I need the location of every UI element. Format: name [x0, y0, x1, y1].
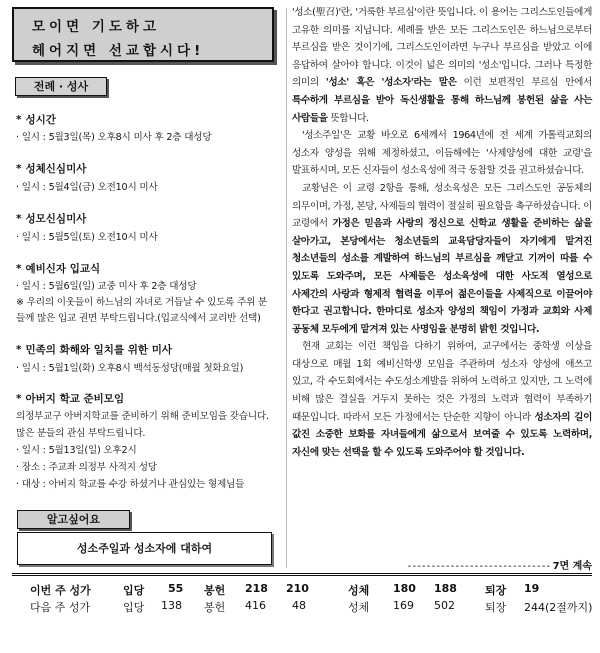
hymn-value-communion-2: 188	[434, 582, 457, 595]
header-banner	[12, 7, 274, 62]
hymn-value-entrance: 55	[168, 582, 184, 595]
event-detail: 의정부교구 아버지학교를 준비하기 위해 준비모임을 갖습니다.	[16, 411, 269, 422]
event-title-text: 아버지 학교 준비모임	[25, 393, 125, 405]
banner-line-1: 모이면 기도하고	[32, 19, 160, 35]
event-title-text: 예비신자 입교식	[25, 263, 101, 275]
event-title-text: 성시간	[25, 114, 56, 126]
article-emphasis: 성소자의 길이 값진 소중한 보화를 자녀들에게 삶으로서 보여줄 수 있도록 노력하며, 자신에 맞는 선택을 할 수 있도록 도와주어야 할 것입니다.	[292, 411, 592, 458]
event-title-text: 성모신심미사	[25, 213, 87, 225]
article-text: 교황님은 이 교령 2항을 통해, 성소육성은 모든 그리스도인 공동체의 의무이며, 가정, 본당, 사제들의 협력이 절실히 필요함을 촉구하셨습니다. 이 교령에서	[292, 182, 592, 230]
dash-line: - - - - - - - - - - - - - - - - - - - - - - - - - - - - - -	[407, 561, 550, 572]
event-detail: 많은 분들의 관심 부탁드립니다.	[16, 428, 146, 439]
banner-line-2: 헤어지면 선교합시다!	[32, 43, 205, 59]
event-detail: · 일시 : 5월1일(화) 오후8시 백석동성당(매월 첫화요일)	[16, 363, 244, 374]
hymn-value-offertory-1: 218	[245, 582, 268, 595]
event-detail: · 일시 : 5월13일(일) 오후2시	[16, 445, 137, 456]
event-detail: · 장소 : 주교좌 의정부 사적지 성당	[16, 462, 157, 473]
section-header-liturgy: 전례 · 성사	[15, 77, 107, 96]
article-emphasis: 가정은 믿음과 사랑의 정신으로 신학교 생활을 준비하는 삶을 살아가고, 본당에서는 청소년들의 교육담당자들이 자기에게 맡겨진 청소년들의 성소를 계발하여 하느님의 부르심을 깨닫고 기꺼이 따를 수 있도록 도와주며, 모든 사제들은 성소육성에 대한 사도적 열성으로 사제간의 사랑과 형제적 협력을 이루어 젊은이들을 사제직으로 이끌어야 한다고 권고합니다. 한마디로 성소자 양성의 책임이 가정과 교회와 사제 공동체 모두에게 맡겨져 있는 사명임을 분명히 밝힌 것입니다.	[292, 218, 592, 335]
article-paragraph	[292, 4, 592, 127]
event-title: * 예비신자 입교식	[16, 263, 101, 275]
article-emphasis: 특수하게 부르심을 받아 독신생활을 통해 하느님께 봉헌된 삶을 사는 사람들을	[292, 94, 592, 124]
hymn-value-entrance: 138	[161, 599, 182, 612]
event-detail: · 대상 : 아버지 학교를 수강 하셨거나 관심있는 형제님들	[16, 479, 245, 490]
event-title: * 성체신심미사	[16, 163, 87, 175]
article	[292, 4, 592, 461]
hymn-label-entrance: 입당	[123, 584, 145, 597]
column-divider	[286, 8, 287, 568]
event-detail: · 일시 : 5월6일(일) 교중 미사 후 2층 대성당	[16, 281, 197, 292]
event-title-text: 민족의 화해와 일치를 위한 미사	[25, 344, 172, 356]
event-title: * 성시간	[16, 114, 56, 126]
hymn-row-label: 다음 주 성가	[30, 601, 91, 614]
hymn-label-communion: 성체	[348, 601, 370, 614]
hymn-value-recessional: 19	[524, 582, 540, 595]
continued-label: 7면 계속	[552, 561, 592, 572]
event-title: * 민족의 화해와 일치를 위한 미사	[16, 344, 172, 356]
hymn-value-communion-2: 502	[434, 599, 455, 612]
hymn-value-offertory-2: 210	[286, 582, 309, 595]
event-title-text: 성체신심미사	[25, 163, 87, 175]
stats-rule	[12, 573, 592, 576]
article-text: 이런 보편적인 부르심 안에서	[456, 77, 592, 89]
hymn-label-offertory: 봉헌	[204, 584, 226, 597]
article-paragraph	[292, 338, 592, 461]
hymn-label-entrance: 입당	[123, 601, 145, 614]
article-paragraph: '성소주일'은 교황 바오로 6세께서 1964년에 전 세계 가톨릭교회의 성소자 양성을 위해 제정하셨고, 이듬해에는 '사제양성에 대한 교령'을 발표하시며, 모든 신자들이 성소육성에 적극 동참할 것을 권고하셨습니다.	[292, 130, 592, 177]
event-title: * 성모신심미사	[16, 213, 87, 225]
hymn-value-communion-1: 169	[393, 599, 414, 612]
hymn-label-recessional: 퇴장	[485, 584, 507, 597]
event-detail: · 일시 : 5월4일(금) 오전10시 미사	[16, 182, 158, 193]
continued-note	[305, 557, 592, 572]
hymn-value-communion-1: 180	[393, 582, 416, 595]
article-text: 현재 교회는 이런 책임을 다하기 위하여, 교구에서는 중학생 이상을 대상으로 매월 1회 예비신학생 모임을 주관하며 성소자 양성에 애쓰고 있고, 각 수도회에서는 수도성소계발을 위하여 노력하고 있지만, 그 노력에 비해 많은 결실을 거두지 못하는 것은 가정의 노력과 협력이 부족하기 때문입니다. 따라서 모든 가정에서는 단순한 지향이 아니라	[292, 341, 592, 423]
hymn-row-label: 이번 주 성가	[30, 584, 91, 597]
hymn-value-recessional: 244(2절까지)	[524, 601, 593, 614]
hymn-label-recessional: 퇴장	[485, 601, 507, 614]
article-text: 뜻합니다.	[327, 112, 369, 124]
event-title: * 아버지 학교 준비모임	[16, 393, 125, 405]
hymn-label-offertory: 봉헌	[204, 601, 226, 614]
qa-title-box: 성소주일과 성소자에 대하여	[17, 532, 272, 565]
hymn-value-offertory-1: 416	[245, 599, 266, 612]
event-note: ※ 우리의 이웃들이 하느님의 자녀로 거듭날 수 있도록 주위 분	[16, 297, 268, 308]
event-detail: · 일시 : 5월3일(목) 오후8시 미사 후 2층 대성당	[16, 132, 212, 143]
event-detail: · 일시 : 5월5일(토) 오전10시 미사	[16, 232, 158, 243]
section-header-qa: 알고싶어요	[17, 510, 130, 529]
event-note: 들께 많은 입교 권면 부탁드립니다.(입교식에서 교리반 선택)	[16, 313, 261, 324]
hymn-label-communion: 성체	[348, 584, 370, 597]
article-text: '성소(聖召)'란, '거룩한 부르심'이란 뜻입니다. 이 용어는 그리스도인들에게 고유한 의미를 지닙니다. 세례를 받은 모든 그리스도인은 하느님으로부터 부르심을 받은 것이기에, 그리스도인이라면 누구나 부르심을 받았고 이에 응답하여 살아야 합니다. 이것이 넓은 의미의 '성소'입니다. 그러나 특정한 의미의	[292, 7, 592, 89]
hymn-value-offertory-2: 48	[292, 599, 306, 612]
article-paragraph	[292, 180, 592, 338]
article-emphasis: '성소' 혹은 '성소자'라는 말은	[325, 77, 457, 89]
